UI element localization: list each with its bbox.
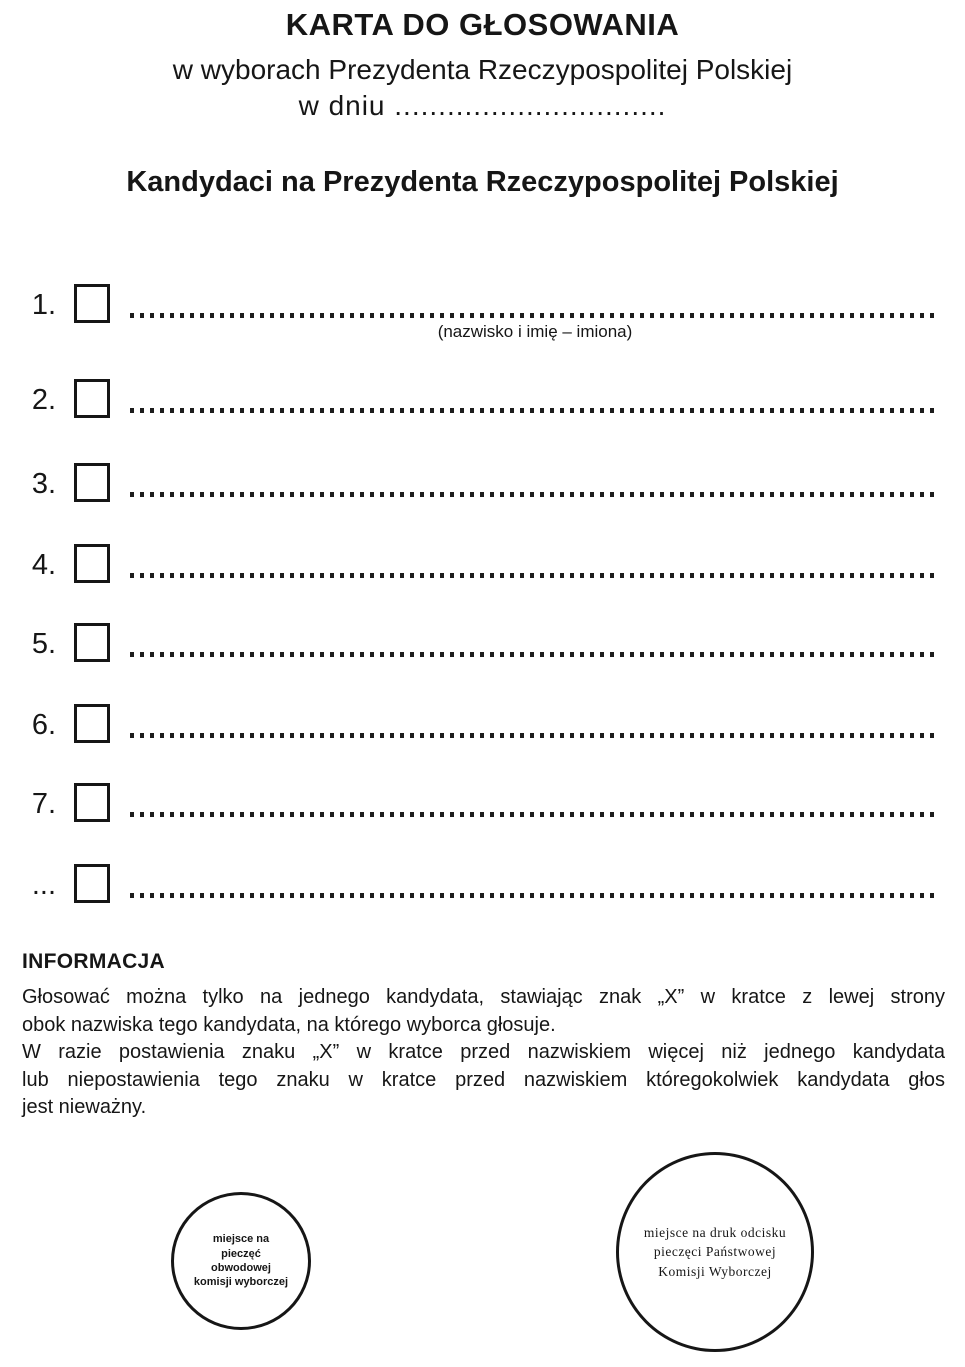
candidate-name-line [130,492,940,497]
candidate-checkbox[interactable] [74,783,110,822]
election-subtitle: w wyborach Prezydenta Rzeczypospolitej Polskiej [172,54,793,85]
info-heading: INFORMACJA [22,950,165,973]
candidate-number: 1. [31,289,56,321]
candidate-row-7 [0,780,965,822]
candidate-row-1 [0,281,965,323]
candidate-number: 6. [31,709,56,741]
stamp-text-line: obwodowej [211,1262,271,1274]
candidate-row-2 [0,376,965,418]
candidate-number: 7. [31,788,56,820]
info-line: lub niepostawienia tego znaku w kratce przed nazwiskiem któregokolwiek kandydata głos [22,1068,945,1091]
candidate-number: ... [31,869,56,901]
precinct-commission-stamp-area [171,1192,311,1330]
candidate-checkbox[interactable] [74,623,110,662]
candidate-checkbox[interactable] [74,704,110,743]
candidate-number: 4. [31,549,56,581]
stamp-text-line: pieczęć [221,1247,261,1260]
candidate-checkbox[interactable] [74,544,110,583]
candidate-checkbox[interactable] [74,379,110,418]
info-line: obok nazwiska tego kandydata, na którego wyborca głosuje. [22,1013,556,1036]
candidate-row-6 [0,701,965,743]
candidate-name-line [130,652,940,657]
candidate-name-line [130,893,940,898]
candidate-row-ellipsis [0,861,965,903]
candidate-row-3 [0,460,965,502]
candidate-name-line [130,313,940,318]
candidate-checkbox[interactable] [74,864,110,903]
stamp-text-line: miejsce na druk odcisku [643,1224,787,1240]
election-date-line: w dniu ............................... [298,90,667,121]
stamp-text-line: pieczęci Państwowej [653,1244,777,1260]
candidate-number: 5. [31,628,56,660]
info-line: W razie postawienia znaku „X” w kratce przed nazwiskiem więcej niż jednego kandydata [22,1041,945,1063]
candidate-name-line [130,408,940,413]
candidate-row-5 [0,620,965,662]
candidate-number: 3. [31,468,56,500]
candidate-name-line [130,733,940,738]
candidate-name-line [130,812,940,817]
candidate-name-line [130,573,940,578]
ballot-title: KARTA DO GŁOSOWANIA [285,7,680,42]
candidate-row-4 [0,541,965,583]
name-caption: (nazwisko i imię – imiona) [437,322,633,341]
stamp-text-line: miejsce na [212,1233,270,1246]
candidate-number: 2. [31,384,56,416]
stamp-text-line: Komisji Wyborczej [658,1263,772,1279]
info-line: jest nieważny. [22,1096,147,1118]
info-text [22,984,945,1122]
info-line: Głosować można tylko na jednego kandydata, stawiając znak „X” w kratce z lewej strony [22,986,945,1008]
candidates-heading: Kandydaci na Prezydenta Rzeczypospolitej Polskiej [126,166,839,198]
candidate-checkbox[interactable] [74,284,110,323]
state-commission-stamp-area [616,1152,814,1352]
candidate-checkbox[interactable] [74,463,110,502]
stamp-text-line: komisji wyborczej [193,1276,289,1289]
